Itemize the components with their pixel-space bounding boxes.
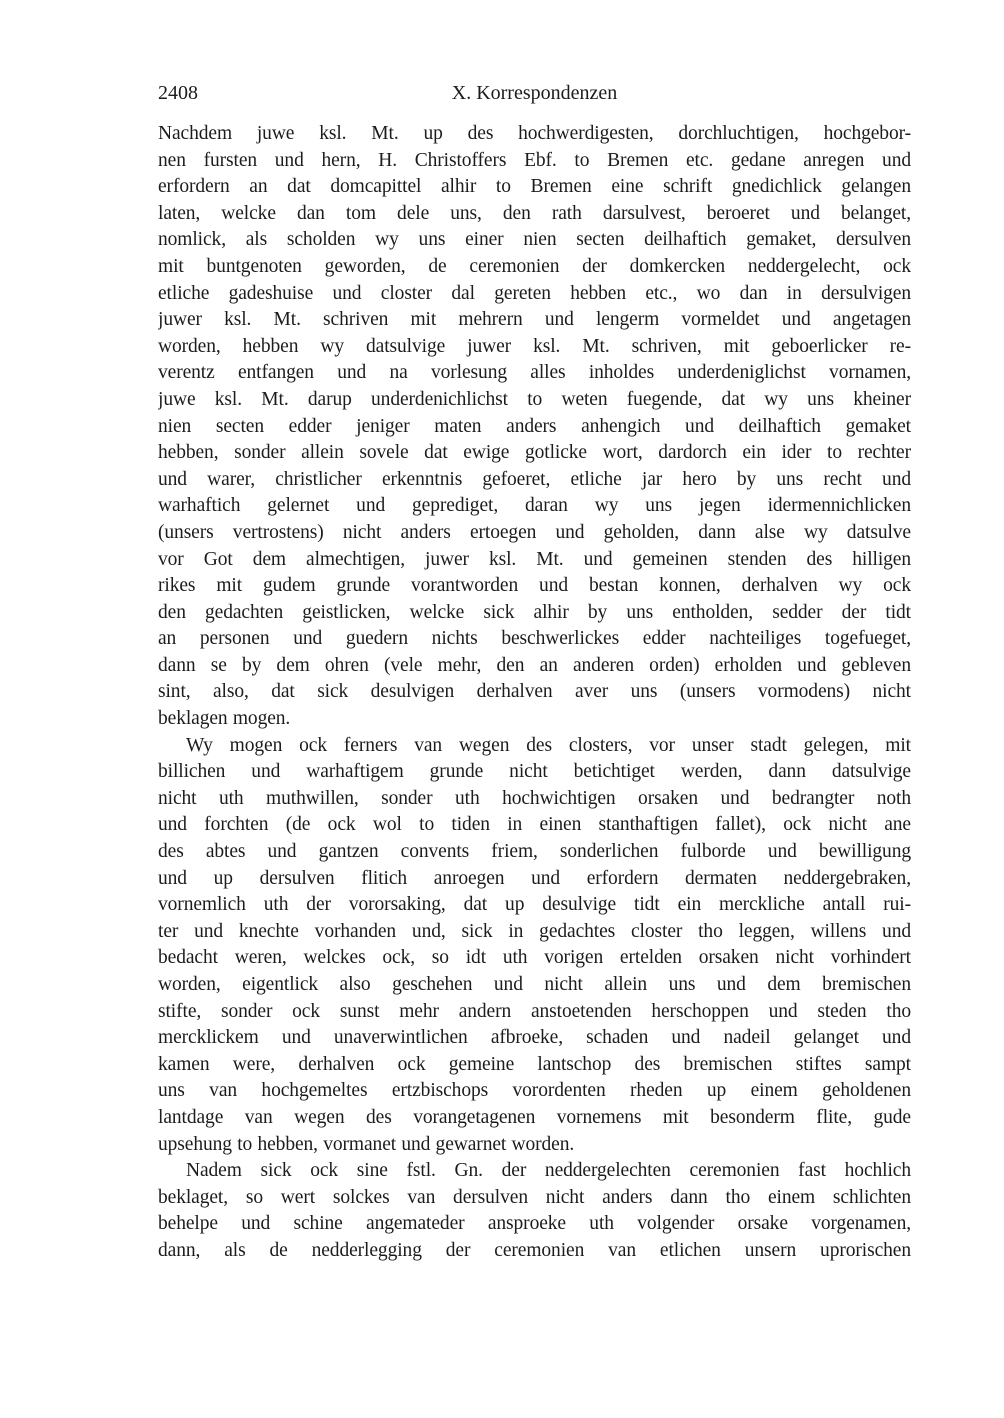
text-line: juwe ksl. Mt. darup underdenichlichst to weten fuegende, dat wy uns kheiner [158,388,911,410]
text-line: laten, welcke dan tom dele uns, den rath darsulvest, beroeret und belanget, [158,202,911,224]
text-line: bedacht weren, welckes ock, so idt uth vorigen ertelden orsaken nicht vorhindert [158,947,911,969]
text-block [158,121,911,1265]
text-line: und warer, christlicher erkenntnis gefoeret, etliche jar hero by uns recht und [158,468,911,490]
text-line: vornemlich uth der vororsaking, dat up desulvige tidt ein merckliche antall rui- [158,894,911,916]
text-line: etliche gadeshuise und closter dal gereten hebben etc., wo dan in dersulvigen [158,282,911,304]
text-line: mercklickem und unaverwintlichen afbroeke, schaden und nadeil gelanget und [158,1027,911,1049]
text-line: warhaftich gelernet und geprediget, daran wy uns jegen idermennichlicken [158,495,911,517]
text-line: verentz entfangen und na vorlesung alles inholdes underdeniglichst vornamen, [158,362,911,384]
text-line: juwer ksl. Mt. schriven mit mehrern und lengerm vormeldet und angetagen [158,309,911,331]
text-line: behelpe und schine angemateder ansproeke uth volgender orsake vorgenamen, [158,1213,911,1235]
text-line: lantdage van wegen des vorangetagenen vornemens mit besonderm flite, gude [158,1106,911,1128]
text-line: nicht uth muthwillen, sonder uth hochwichtigen orsaken und bedrangter noth [158,787,911,809]
text-line: worden, eigentlick also geschehen und nicht allein uns und dem bremischen [158,974,911,995]
text-line: vor Got dem almechtigen, juwer ksl. Mt. und gemeinen stenden des hilligen [158,548,911,570]
text-line: des abtes und gantzen convents friem, sonderlichen fulborde und bewilligung [158,841,911,863]
page-content [158,80,911,1265]
text-line: billichen und warhaftigem grunde nicht betichtiget werden, dann datsulvige [158,761,911,783]
text-line: den gedachten geistlicken, welcke sick alhir by uns entholden, sedder der tidt [158,601,911,623]
text-line: Nadem sick ock sine fstl. Gn. der neddergelechten ceremonien fast hochlich [186,1160,911,1182]
text-line: dann, als de nedderlegging der ceremonien van etlichen unsern uprorischen [158,1239,911,1261]
text-line: nomlick, als scholden wy uns einer nien secten deilhaftich gemaket, dersulven [158,229,911,251]
text-line: und up dersulven flitich anroegen und erfordern dermaten neddergebraken, [158,867,911,889]
text-line: uns van hochgemeltes ertzbischops vorordenten rheden up einem geholdenen [158,1080,911,1102]
text-line: beklagen mogen. [158,708,291,730]
text-line: stifte, sonder ock sunst mehr andern anstoetenden herschoppen und steden tho [158,1000,911,1022]
text-line: upsehung to hebben, vormanet und gewarnet worden. [158,1133,575,1155]
text-line: und forchten (de ock wol to tiden in einen stanthaftigen fallet), ock nicht ane [158,814,911,836]
text-line: an personen und guedern nichts beschwerlickes edder nachteiliges togefueget, [158,628,911,650]
text-line: nien secten edder jeniger maten anders anhengich und deilhaftich gemaket [158,415,911,437]
text-line: erfordern an dat domcapittel alhir to Bremen eine schrift gnedichlick gelangen [158,176,911,198]
text-line: sint, also, dat sick desulvigen derhalven aver uns (unsers vormodens) nicht [158,681,911,703]
text-line: Nachdem juwe ksl. Mt. up des hochwerdigesten, dorchluchtigen, hochgebor- [158,123,911,144]
text-line: rikes mit gudem grunde vorantworden und bestan konnen, derhalven wy ock [158,575,911,597]
text-line: worden, hebben wy datsulvige juwer ksl. Mt. schriven, mit geboerlicker re- [158,335,911,357]
text-line: mit buntgenoten geworden, de ceremonien der domkercken neddergelecht, ock [158,255,911,277]
section-header: X. Korrespondenzen [451,82,618,104]
text-line: hebben, sonder allein sovele dat ewige gotlicke wort, dardorch ein ider to rechter [158,442,911,464]
text-line: nen fursten und hern, H. Christoffers Ebf. to Bremen etc. gedane anregen und [158,149,911,171]
running-header [158,80,911,107]
text-line: dann se by dem ohren (vele mehr, den an anderen orden) erholden und gebleven [158,654,911,676]
text-line: Wy mogen ock ferners van wegen des closters, vor unser stadt gelegen, mit [186,734,911,756]
text-line: beklaget, so wert solckes van dersulven nicht anders dann tho einem schlichten [158,1186,911,1208]
page-number: 2408 [158,82,198,104]
text-line: (unsers vertrostens) nicht anders ertoegen und geholden, dann alse wy datsulve [158,521,911,543]
text-line: ter und knechte vorhanden und, sick in gedachtes closter tho leggen, willens und [158,920,911,942]
text-line: kamen were, derhalven ock gemeine lantschop des bremischen stiftes sampt [158,1053,911,1075]
